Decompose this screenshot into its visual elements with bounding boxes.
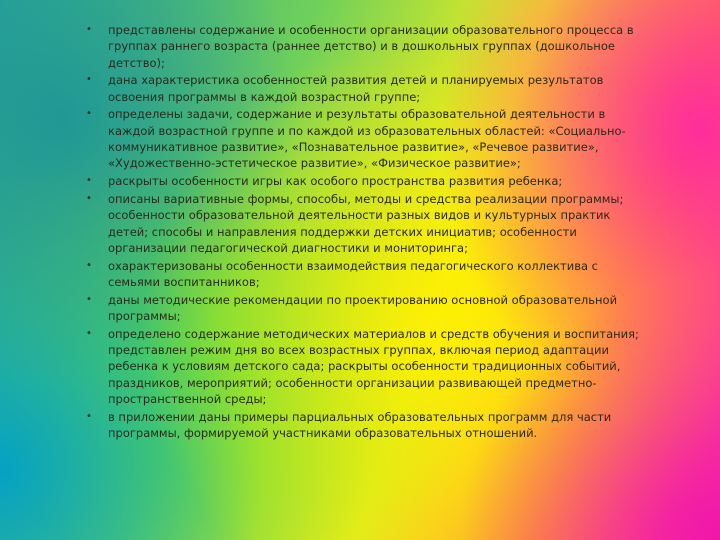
list-item-text: даны методические рекомендации по проектированию основной образовательной программы; — [108, 292, 618, 324]
bullet-icon: • — [86, 108, 92, 120]
list-item-text: раскрыты особенности игры как особого пространства развития ребенка; — [108, 174, 563, 189]
bullet-list — [86, 22, 646, 443]
list-item — [86, 72, 646, 105]
list-item — [86, 292, 646, 325]
bullet-icon: • — [86, 175, 92, 187]
bullet-icon: • — [86, 410, 92, 422]
list-item-text: в приложении даны примеры парциальных образовательных программ для части программы, формируемой участниками образовательных отношений. — [108, 409, 612, 441]
list-item-text: представлены содержание и особенности организации образовательного процесса в группах раннего возраста (раннее детство) и в дошкольных группах (дошкольное детство); — [108, 23, 634, 70]
list-item — [86, 22, 646, 71]
list-item-text: охарактеризованы особенности взаимодействия педагогического коллектива с семьями воспитанников; — [108, 258, 598, 289]
list-item — [86, 258, 646, 291]
list-item-text: дана характеристика особенностей развития детей и планируемых результатов освоения программы в каждой возрастной группе; — [108, 73, 604, 104]
list-item — [86, 173, 646, 189]
bullet-icon: • — [86, 24, 92, 35]
list-item — [86, 106, 646, 171]
list-item-text: определено содержание методических материалов и средств обучения и воспитания; представлен режим дня во всех возрастных группах, включая период адаптации ребенка к условиям детского сада; раскрыты особенности традиционных событий, праздников, мероприятий; особенности организации развивающей предметно-пространственной среды; — [108, 326, 639, 407]
bullet-icon: • — [86, 259, 92, 271]
bullet-icon: • — [86, 192, 92, 204]
list-item-text: описаны вариативные формы, способы, методы и средства реализации программы; особенности образовательной деятельности разных видов и культурных практик детей; способы и направления поддержки детских инициатив; особенности организации педагогической диагностики и мониторинга; — [108, 191, 624, 255]
bullet-icon: • — [86, 293, 92, 305]
bullet-icon: • — [86, 74, 92, 86]
list-item — [86, 409, 646, 442]
bullet-icon: • — [86, 327, 92, 339]
list-item-text: определены задачи, содержание и результаты образовательной деятельности в каждой возрастной группе и по каждой из образовательных областей: «Социально-коммуникативное развитие», «Познавательное развитие», «Речевое развитие», «Художественно-эстетическое развитие», «Физическое развитие»; — [108, 107, 626, 171]
list-item — [86, 191, 646, 256]
list-item — [86, 326, 646, 407]
